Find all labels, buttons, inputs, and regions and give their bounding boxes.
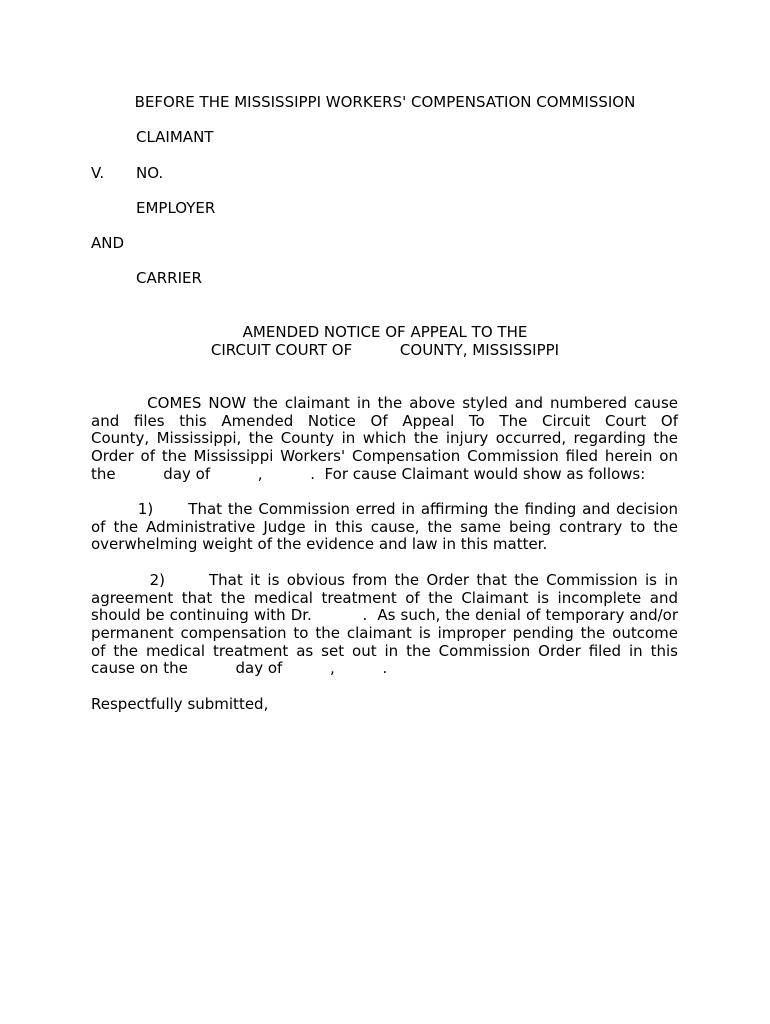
versus-label: V. xyxy=(91,164,105,182)
and-label: AND xyxy=(91,234,125,252)
paragraph-point-1 xyxy=(91,501,678,554)
closing-text: Respectfully submitted, xyxy=(91,695,269,713)
commission-heading: BEFORE THE MISSISSIPPI WORKERS' COMPENSATION COMMISSION xyxy=(134,93,636,111)
paragraph-line: COMES NOW the claimant in the above styled and numbered cause xyxy=(91,394,678,412)
paragraph-line: the day of , . For cause Claimant would show as follows: xyxy=(91,464,646,483)
case-number-label: NO. xyxy=(136,164,164,182)
paragraph-line: permanent compensation to the claimant is improper pending the outcome xyxy=(91,624,678,643)
paragraph-line: of the medical treatment as set out in the Commission Order filed in this xyxy=(91,641,678,660)
carrier-label: CARRIER xyxy=(136,269,202,287)
paragraph-line: Order of the Mississippi Workers' Compensation Commission filed herein on xyxy=(91,447,678,466)
paragraph-point-2 xyxy=(91,572,678,678)
paragraph-line: overwhelming weight of the evidence and law in this matter. xyxy=(91,535,548,554)
document-title-line-2: CIRCUIT COURT OF COUNTY, MISSISSIPPI xyxy=(210,341,560,359)
paragraph-line: of the Administrative Judge in this cause, the same being contrary to the xyxy=(91,517,678,536)
paragraph-line: agreement that the medical treatment of the Claimant is incomplete and xyxy=(91,588,678,607)
paragraph-comes-now xyxy=(91,395,678,483)
claimant-label: CLAIMANT xyxy=(136,128,214,146)
paragraph-line: and files this Amended Notice Of Appeal To The Circuit Court Of xyxy=(91,411,678,430)
paragraph-line: 1) That the Commission erred in affirming the finding and decision xyxy=(91,500,678,518)
employer-label: EMPLOYER xyxy=(136,199,216,217)
paragraph-line: 2) That it is obvious from the Order that the Commission is in xyxy=(91,571,678,589)
paragraph-line: should be continuing with Dr. . As such, the denial of temporary and/or xyxy=(91,606,678,625)
paragraph-line: cause on the day of , . xyxy=(91,659,388,678)
paragraph-line: County, Mississippi, the County in which the injury occurred, regarding the xyxy=(91,429,678,448)
document-title-line-1: AMENDED NOTICE OF APPEAL TO THE xyxy=(242,323,528,341)
